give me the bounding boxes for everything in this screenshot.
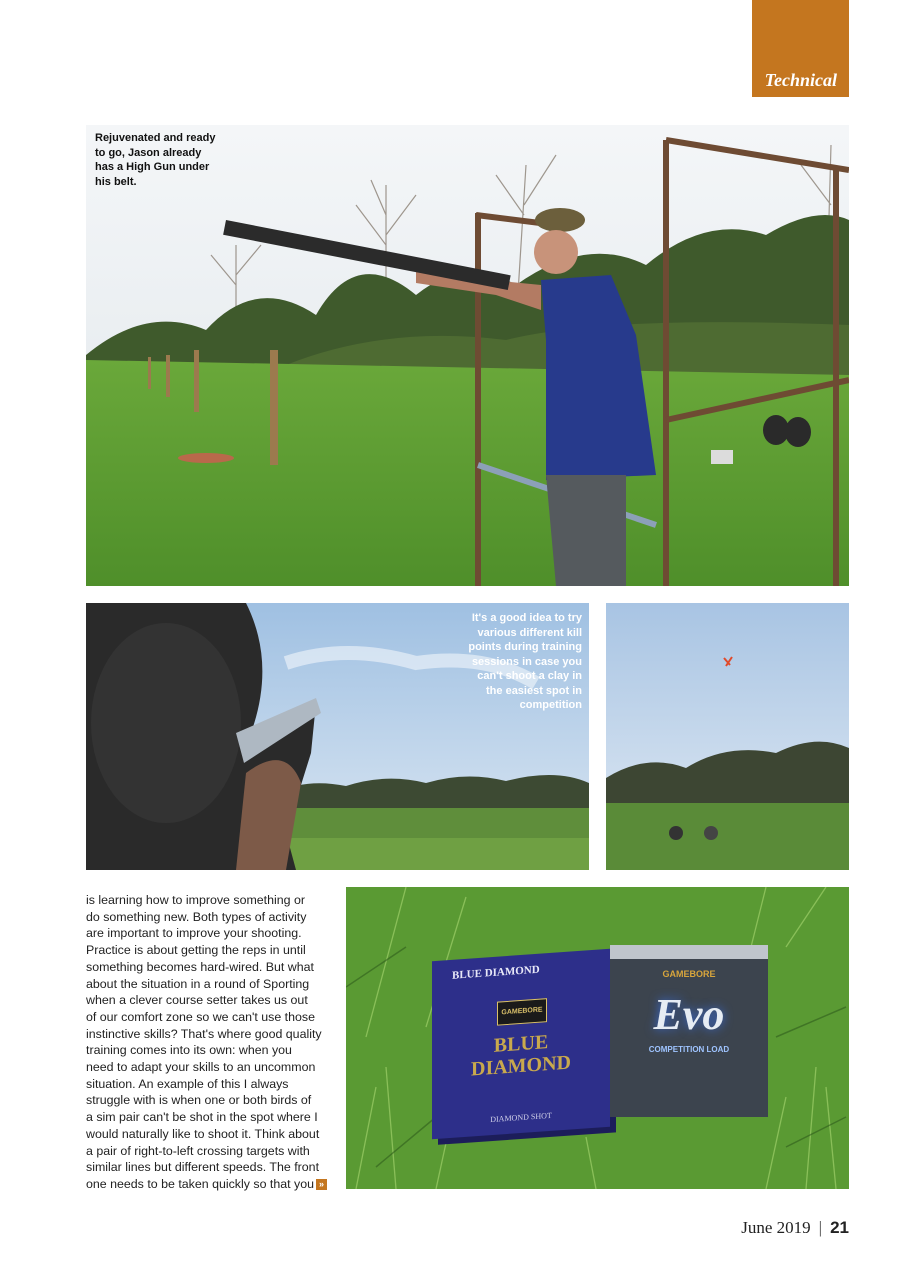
gamebore-logo-evo: GAMEBORE [662, 969, 716, 979]
photo-cartridge-boxes [346, 887, 849, 1189]
body-line: situation. An example of this I always [86, 1076, 289, 1091]
evo-box [610, 945, 768, 1117]
page-footer [741, 1218, 849, 1238]
photo-clay-break [606, 603, 849, 870]
photo-clay-break-illustration [606, 603, 849, 870]
continue-arrow-icon: » [316, 1179, 327, 1190]
gamebore-logo-blue: GAMEBORE [497, 998, 547, 1025]
body-line: do something new. Both types of activity [86, 909, 307, 924]
blue-diamond-box [432, 949, 610, 1139]
blue-diamond-title [432, 1027, 610, 1083]
top-photo-caption: Rejuvenated and ready to go, Jason already has a High Gun under his belt. [95, 132, 216, 188]
evo-subtitle: COMPETITION LOAD [648, 1045, 730, 1054]
body-line: would naturally like to shoot it. Think about [86, 1126, 320, 1141]
body-line: something becomes hard-wired. But what [86, 959, 314, 974]
article-body [86, 892, 336, 1193]
body-line: of our comfort zone so we can't use those [86, 1009, 315, 1024]
body-line: training comes into its own: when you [86, 1043, 292, 1058]
middle-photo-caption: It's a good idea to try various different kill points during training sessions in case you can't shoot a clay in the easiest spot in competition [468, 612, 582, 711]
body-line: is learning how to improve something or [86, 893, 306, 907]
body-line: about the situation in a round of Sporting [86, 976, 310, 991]
body-line: Practice is about getting the reps in until [86, 943, 306, 958]
body-line-text: one needs to be taken quickly so that you [86, 1176, 315, 1191]
body-line: struggle with is when one or both birds of [86, 1093, 312, 1108]
body-line: are important to improve your shooting. [86, 926, 302, 941]
body-line [86, 1176, 336, 1193]
body-line: need to adapt your skills to an uncommon [86, 1060, 316, 1075]
body-line: similar lines but different speeds. The front [86, 1160, 320, 1175]
section-tab [752, 0, 849, 97]
photo-shooter-stand [86, 125, 849, 586]
body-line: a sim pair can't be shot in the spot where I [86, 1110, 318, 1125]
body-line: instinctive skills? That's where good quality [86, 1026, 322, 1041]
page-number: 21 [830, 1218, 849, 1237]
footer-separator: | [818, 1218, 823, 1237]
body-line: when a clever course setter takes us out [86, 993, 308, 1008]
body-line: a pair of right-to-left crossing targets with [86, 1143, 310, 1158]
evo-title: Evo [653, 990, 725, 1039]
issue-date: June 2019 [741, 1218, 811, 1237]
photo-shooter-stand-illustration [86, 125, 849, 586]
section-tab-label: Technical [764, 70, 837, 90]
blue-diamond-title-line1: BLUE [493, 1031, 549, 1057]
blue-diamond-subtitle: DIAMOND SHOT [490, 1110, 552, 1125]
blue-diamond-title-line2: DIAMOND [471, 1051, 571, 1081]
blue-diamond-top-label: BLUE DIAMOND [452, 963, 540, 982]
